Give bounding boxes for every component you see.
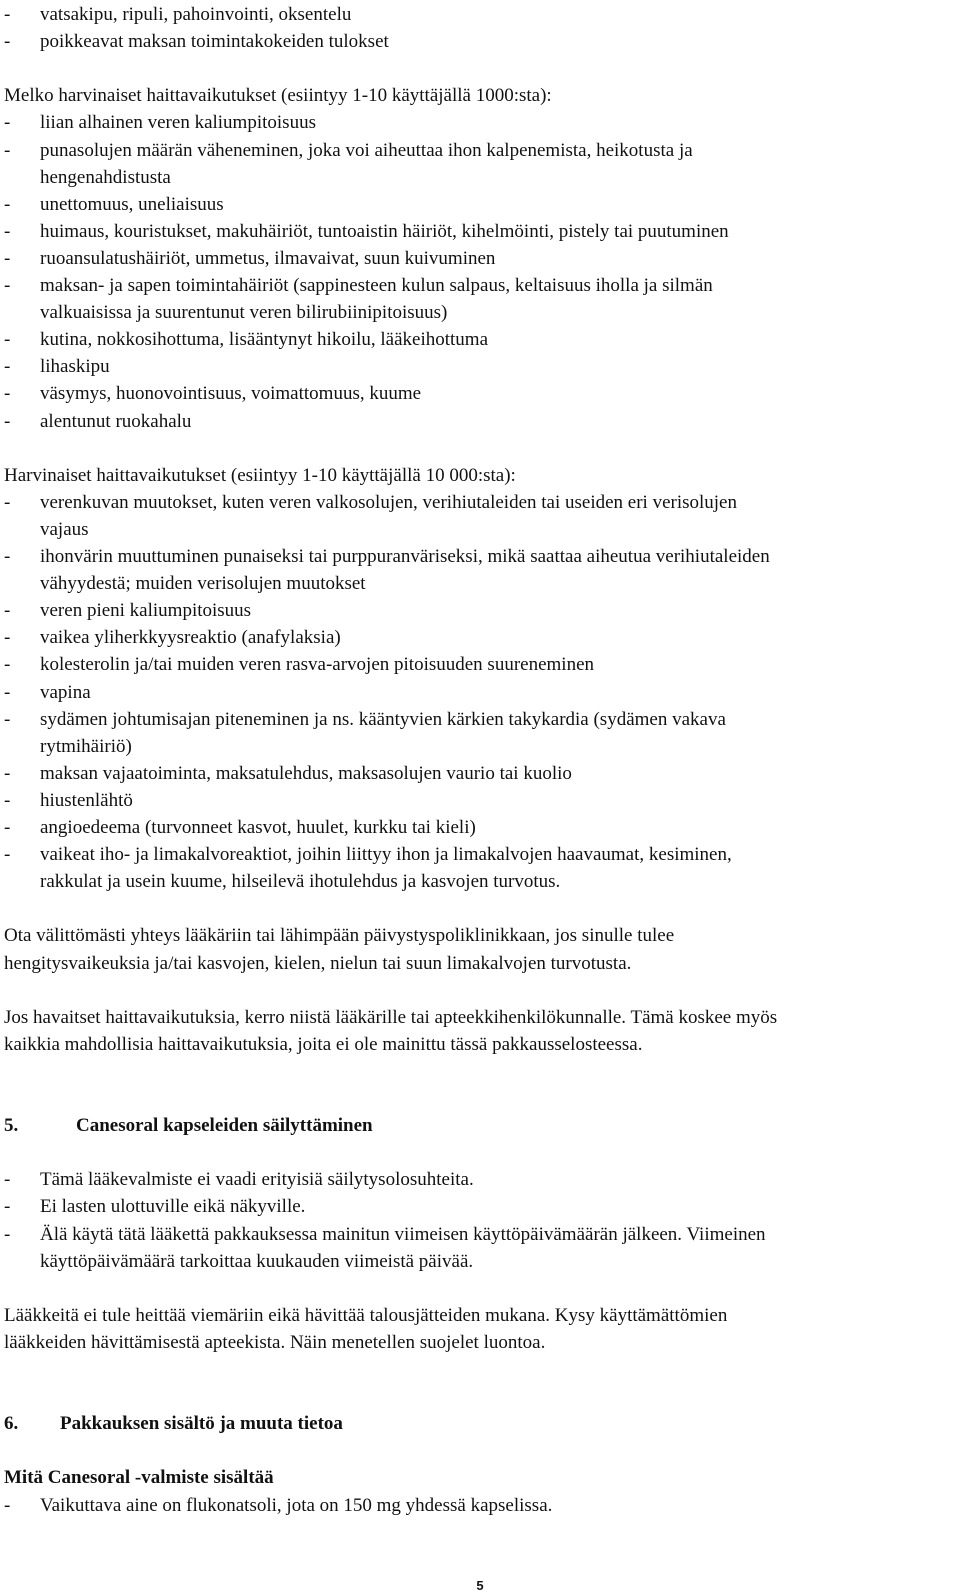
list-item-text: verenkuvan muutokset, kuten veren valkosolujen, verihiutaleiden tai useiden eri verisolujen (40, 491, 737, 513)
list-item-text: vaikea yliherkkyysreaktio (anafylaksia) (40, 627, 341, 649)
paragraph-line: Melko harvinaiset haittavaikutukset (esiintyy 1-10 käyttäjällä 1000:sta): (4, 85, 552, 107)
bullet-dash: - (4, 627, 11, 649)
bullet-dash: - (4, 491, 11, 513)
bullet-dash: - (4, 329, 11, 351)
list-item-text: poikkeavat maksan toimintakokeiden tulokset (40, 31, 389, 53)
list-item-text: Ei lasten ulottuville eikä näkyville. (40, 1196, 306, 1218)
list-item-text: unettomuus, uneliaisuus (40, 193, 224, 215)
bullet-dash: - (4, 654, 11, 676)
paragraph-line: lääkkeiden hävittämisestä apteekista. Näin menetellen suojelet luontoa. (4, 1331, 546, 1353)
list-item-text: hengenahdistusta (40, 166, 171, 188)
list-item-text: Tämä lääkevalmiste ei vaadi erityisiä säilytysolosuhteita. (40, 1169, 474, 1191)
bullet-dash: - (4, 708, 11, 730)
bullet-dash: - (4, 275, 11, 296)
bullet-dash: - (4, 4, 11, 25)
bullet-dash: - (4, 681, 11, 703)
bullet-dash: - (4, 844, 11, 866)
list-item-text: hiustenlähtö (40, 789, 133, 811)
list-item-text: rytmihäiriö) (40, 735, 132, 757)
list-item-text: maksan- ja sapen toimintahäiriöt (sappinesteen kulun salpaus, keltaisuus iholla ja silmän (40, 275, 713, 296)
list-item-text: veren pieni kaliumpitoisuus (40, 600, 252, 622)
paragraph-line: Ota välittömästi yhteys lääkäriin tai lähimpään päivystyspoliklinikkaan, jos sinulle tulee (4, 925, 675, 947)
list-item-text: punasolujen määrän väheneminen, joka voi aiheuttaa ihon kalpenemista, heikotusta ja (40, 139, 693, 161)
list-item-text: vapina (40, 681, 91, 703)
list-item-text: vajaus (40, 518, 89, 540)
bullet-dash: - (4, 1223, 11, 1245)
list-item-text: sydämen johtumisajan piteneminen ja ns. kääntyvien kärkien takykardia (sydämen vakava (40, 708, 726, 730)
bullet-dash: - (4, 1169, 11, 1191)
bullet-dash: - (4, 410, 11, 432)
list-item-text: vähyydestä; muiden verisolujen muutokset (40, 573, 366, 595)
page-number: 5 (476, 1578, 484, 1593)
list-item-text: Älä käytä tätä lääkettä pakkauksessa mainitun viimeisen käyttöpäivämäärän jälkeen. Viimeinen (40, 1223, 766, 1245)
bullet-dash: - (4, 31, 11, 53)
paragraph-line: Harvinaiset haittavaikutukset (esiintyy 1-10 käyttäjällä 10 000:sta): (4, 464, 516, 486)
bullet-dash: - (4, 356, 11, 378)
bullet-dash: - (4, 789, 11, 811)
section-number: 5. (4, 1115, 19, 1137)
list-item-text: angioedeema (turvonneet kasvot, huulet, kurkku tai kieli) (40, 817, 476, 838)
list-item-text: väsymys, huonovointisuus, voimattomuus, kuume (40, 383, 422, 405)
bullet-dash: - (4, 247, 11, 269)
bullet-dash: - (4, 762, 11, 784)
list-item-text: ruoansulatushäiriöt, ummetus, ilmavaivat, suun kuivuminen (40, 247, 496, 269)
list-item-text: valkuaisissa ja suurentunut veren bilirubiinipitoisuus) (40, 302, 448, 324)
section-title: Pakkauksen sisältö ja muuta tietoa (60, 1413, 343, 1435)
bullet-dash: - (4, 220, 11, 242)
section-number: 6. (4, 1413, 19, 1435)
list-item-text: vatsakipu, ripuli, pahoinvointi, oksentelu (40, 4, 352, 25)
list-item-text: käyttöpäivämäärä tarkoittaa kuukauden viimeistä päivää. (40, 1250, 474, 1272)
list-item-text: Vaikuttava aine on flukonatsoli, jota on 150 mg yhdessä kapselissa. (40, 1494, 553, 1516)
list-item-text: liian alhainen veren kaliumpitoisuus (40, 112, 316, 134)
bullet-dash: - (4, 600, 11, 622)
list-item-text: ihonvärin muuttuminen punaiseksi tai purppuranväriseksi, mikä saattaa aiheutua verihiutaleiden (40, 546, 770, 567)
bullet-dash: - (4, 193, 11, 215)
paragraph-line: hengitysvaikeuksia ja/tai kasvojen, kielen, nielun tai suun limakalvojen turvotusta. (4, 952, 632, 974)
bullet-dash: - (4, 139, 11, 161)
list-item-text: kolesterolin ja/tai muiden veren rasva-arvojen pitoisuuden suureneminen (40, 654, 594, 676)
bullet-dash: - (4, 383, 11, 405)
paragraph-line: Jos havaitset haittavaikutuksia, kerro niistä lääkärille tai apteekkihenkilökunnalle. Tämä koskee myös (4, 1006, 778, 1028)
bullet-dash: - (4, 1494, 11, 1516)
bullet-dash: - (4, 817, 11, 838)
list-item-text: vaikeat iho- ja limakalvoreaktiot, joihin liittyy ihon ja limakalvojen haavaumat, kesiminen, (40, 844, 732, 866)
list-item-text: alentunut ruokahalu (40, 410, 192, 432)
list-item-text: maksan vajaatoiminta, maksatulehdus, maksasolujen vaurio tai kuolio (40, 762, 572, 784)
subheading: Mitä Canesoral -valmiste sisältää (4, 1467, 274, 1489)
paragraph-line: Lääkkeitä ei tule heittää viemäriin eikä hävittää talousjätteiden mukana. Kysy käyttämättömien (4, 1304, 728, 1326)
list-item-text: rakkulat ja usein kuume, hilseilevä ihotulehdus ja kasvojen turvotus. (40, 871, 561, 893)
section-title: Canesoral kapseleiden säilyttäminen (76, 1115, 373, 1137)
list-item-text: lihaskipu (40, 356, 110, 378)
bullet-dash: - (4, 112, 11, 134)
bullet-dash: - (4, 546, 11, 567)
list-item-text: kutina, nokkosihottuma, lisääntynyt hikoilu, lääkeihottuma (40, 329, 489, 351)
paragraph-line: kaikkia mahdollisia haittavaikutuksia, joita ei ole mainittu tässä pakkausselosteessa. (4, 1033, 643, 1055)
bullet-dash: - (4, 1196, 11, 1218)
list-item-text: huimaus, kouristukset, makuhäiriöt, tuntoaistin häiriöt, kihelmöinti, pistely tai puutuminen (40, 220, 729, 242)
